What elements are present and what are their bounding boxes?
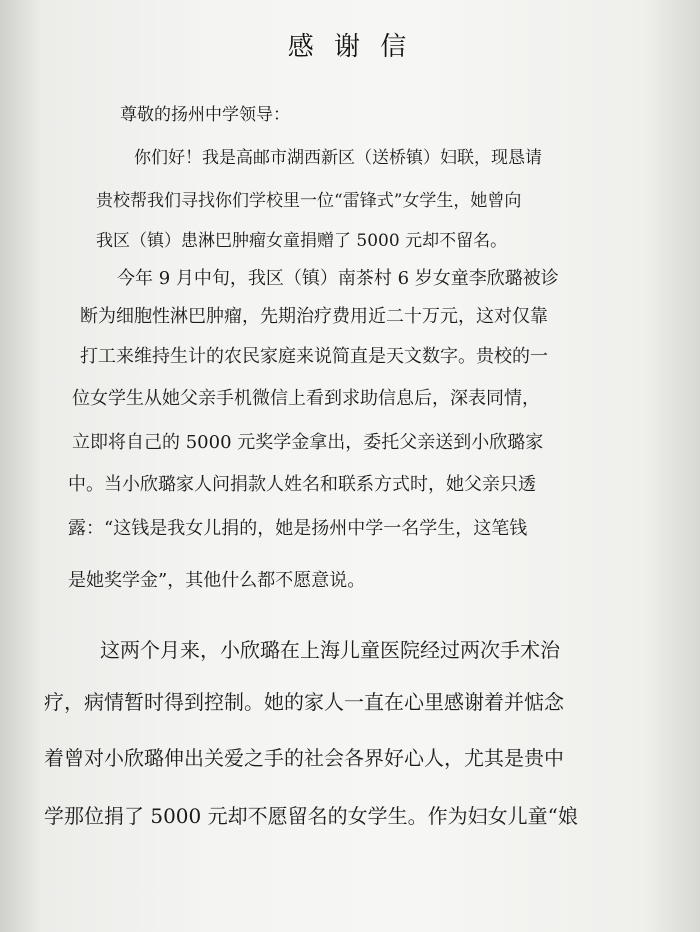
letter-title: 感 谢 信 — [287, 32, 413, 62]
paragraph2-line4: 位女学生从她父亲手机微信上看到求助信息后，深表同情， — [72, 388, 540, 409]
paragraph2-line3: 打工来维持生计的农民家庭来说简直是天文数字。贵校的一 — [80, 346, 548, 367]
paragraph3-line3: 着曾对小欣璐伸出关爱之手的社会各界好心人，尤其是贵中 — [44, 746, 564, 770]
salutation: 尊敬的扬州中学领导： — [120, 105, 290, 125]
paragraph3-line1: 这两个月来，小欣璐在上海儿童医院经过两次手术治 — [100, 638, 560, 662]
paragraph2-line8: 是她奖学金”，其他什么都不愿意说。 — [68, 570, 366, 591]
paragraph1-line1: 你们好！我是高邮市湖西新区（送桥镇）妇联，现恳请 — [134, 148, 542, 168]
paragraph1-line3: 我区（镇）患淋巴肿瘤女童捐赠了 5000 元却不留名。 — [96, 231, 508, 251]
paragraph3-line2: 疗，病情暂时得到控制。她的家人一直在心里感谢着并惦念 — [44, 690, 564, 714]
paragraph2-line6: 中。当小欣璐家人问捐款人姓名和联系方式时，她父亲只透 — [68, 474, 536, 495]
paragraph3-line4: 学那位捐了 5000 元却不愿留名的女学生。作为妇女儿童“娘 — [44, 804, 578, 828]
paragraph2-line1: 今年 9 月中旬，我区（镇）南茶村 6 岁女童李欣璐被诊 — [117, 268, 559, 289]
paragraph2-line5: 立即将自己的 5000 元奖学金拿出，委托父亲送到小欣璐家 — [72, 432, 544, 453]
paragraph2-line2: 断为细胞性淋巴肿瘤，先期治疗费用近二十万元，这对仅靠 — [80, 306, 548, 327]
paragraph1-line2: 贵校帮我们寻找你们学校里一位“雷锋式”女学生，她曾向 — [96, 191, 522, 211]
paragraph2-line7: 露：“这钱是我女儿捐的，她是扬州中学一名学生，这笔钱 — [68, 518, 528, 539]
